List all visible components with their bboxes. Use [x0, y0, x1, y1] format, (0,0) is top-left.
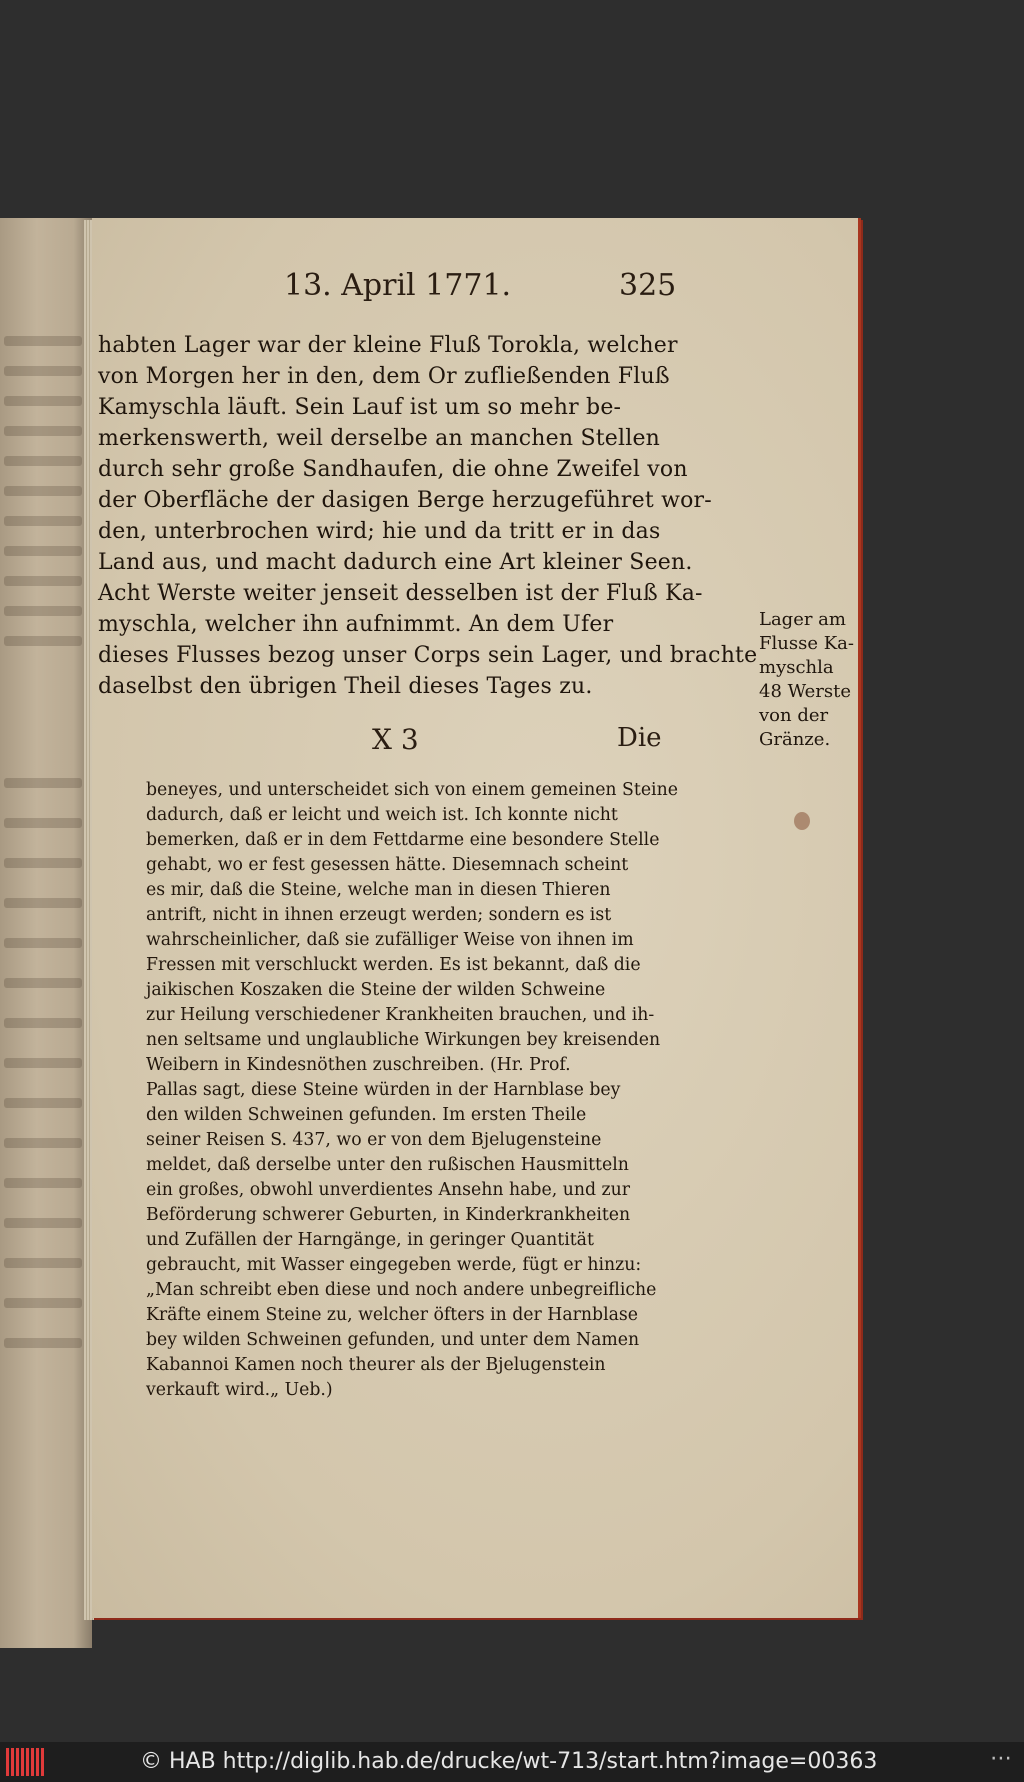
- footnote-line: „Man schreibt eben diese und noch andere unbegreifliche: [146, 1280, 657, 1300]
- ghost-text: [4, 606, 82, 616]
- ghost-text: [4, 456, 82, 466]
- footnote-line: ein großes, obwohl unverdientes Ansehn habe, und zur: [146, 1180, 631, 1200]
- ghost-text: [4, 366, 82, 376]
- text-line: Acht Werste weiter jenseit desselben ist der Fluß Ka-: [98, 581, 703, 606]
- ghost-text: [4, 1018, 82, 1028]
- footnote-line: dadurch, daß er leicht und weich ist. Ich konnte nicht: [146, 805, 618, 825]
- text-line: daselbst den übrigen Theil dieses Tages zu.: [98, 674, 593, 699]
- more-dots-icon[interactable]: ⋯: [990, 1746, 1012, 1771]
- catchword: Die: [617, 723, 662, 753]
- ghost-text: [4, 1178, 82, 1188]
- ghost-text: [4, 898, 82, 908]
- ghost-text: [4, 1258, 82, 1268]
- main-text-block: [98, 330, 758, 702]
- ghost-text: [4, 938, 82, 948]
- footnote-line: verkauft wird.„ Ueb.): [146, 1380, 333, 1400]
- footnote-line: meldet, daß derselbe unter den rußischen Hausmitteln: [146, 1155, 629, 1175]
- ghost-text: [4, 636, 82, 646]
- ghost-text: [4, 778, 82, 788]
- footnote-line: Pallas sagt, diese Steine würden in der Harnblase bey: [146, 1080, 621, 1100]
- running-head-date: 13. April 1771.: [284, 268, 512, 303]
- footnote-line: wahrscheinlicher, daß sie zufälliger Weise von ihnen im: [146, 930, 634, 950]
- book-page: [92, 218, 861, 1618]
- footnote-line: Weibern in Kindesnöthen zuschreiben. (Hr. Prof.: [146, 1055, 571, 1075]
- footnote-line: beneyes, und unterscheidet sich von einem gemeinen Steine: [146, 780, 678, 800]
- footnote-line: Kräfte einem Steine zu, welcher öfters in der Harnblase: [146, 1305, 639, 1325]
- ghost-text: [4, 1298, 82, 1308]
- text-line: durch sehr große Sandhaufen, die ohne Zweifel von: [98, 457, 688, 482]
- text-line: dieses Flusses bezog unser Corps sein Lager, und brachte: [98, 643, 758, 668]
- ghost-text: [4, 1098, 82, 1108]
- footnote-line: bemerken, daß er in dem Fettdarme eine besondere Stelle: [146, 830, 660, 850]
- footnote-line: Kabannoi Kamen noch theurer als der Bjelugenstein: [146, 1355, 606, 1375]
- footnote-line: zur Heilung verschiedener Krankheiten brauchen, und ih-: [146, 1005, 655, 1025]
- marginal-line: Lager am: [759, 609, 846, 630]
- text-line: Kamyschla läuft. Sein Lauf ist um so mehr be-: [98, 395, 622, 420]
- text-line: myschla, welcher ihn aufnimmt. An dem Ufer: [98, 612, 614, 637]
- footnote-line: bey wilden Schweinen gefunden, und unter dem Namen: [146, 1330, 640, 1350]
- ghost-text: [4, 978, 82, 988]
- hab-logo-icon: [6, 1748, 44, 1776]
- footer-bar: [0, 1742, 1024, 1782]
- ghost-text: [4, 576, 82, 586]
- footnote-line: und Zufällen der Harngänge, in geringer Quantität: [146, 1230, 594, 1250]
- ghost-text: [4, 486, 82, 496]
- marginal-line: myschla: [759, 657, 834, 678]
- page-number: 325: [619, 268, 677, 303]
- signature-mark: X 3: [372, 723, 419, 756]
- footnote-line: gehabt, wo er fest gesessen hätte. Diesemnach scheint: [146, 855, 629, 875]
- text-line: der Oberfläche der dasigen Berge herzugeführet wor-: [98, 488, 712, 513]
- text-line: von Morgen her in den, dem Or zufließenden Fluß: [98, 364, 670, 389]
- ghost-text: [4, 1138, 82, 1148]
- paper-stain: [794, 812, 810, 830]
- marginal-line: Gränze.: [759, 729, 831, 750]
- footnote-block: [146, 778, 678, 1403]
- footnote-line: nen seltsame und unglaubliche Wirkungen bey kreisenden: [146, 1030, 661, 1050]
- ghost-text: [4, 426, 82, 436]
- footnote-line: es mir, daß die Steine, welche man in diesen Thieren: [146, 880, 611, 900]
- marginal-line: von der: [759, 705, 829, 726]
- ghost-text: [4, 1218, 82, 1228]
- text-line: den, unterbrochen wird; hie und da tritt er in das: [98, 519, 661, 544]
- left-page-edge: [0, 218, 92, 1648]
- footnote-line: antrift, nicht in ihnen erzeugt werden; sondern es ist: [146, 905, 612, 925]
- ghost-text: [4, 1338, 82, 1348]
- ghost-text: [4, 396, 82, 406]
- ghost-text: [4, 858, 82, 868]
- marginal-line: 48 Werste: [759, 681, 852, 702]
- ghost-text: [4, 1058, 82, 1068]
- footnote-line: den wilden Schweinen gefunden. Im ersten Theile: [146, 1105, 587, 1125]
- text-line: merkenswerth, weil derselbe an manchen Stellen: [98, 426, 661, 451]
- footnote-line: Fressen mit verschluckt werden. Es ist bekannt, daß die: [146, 955, 641, 975]
- ghost-text: [4, 546, 82, 556]
- ghost-text: [4, 336, 82, 346]
- ghost-text: [4, 818, 82, 828]
- marginal-note: [759, 608, 859, 752]
- text-line: Land aus, und macht dadurch eine Art kleiner Seen.: [98, 550, 693, 575]
- marginal-line: Flusse Ka-: [759, 633, 854, 654]
- text-line: habten Lager war der kleine Fluß Torokla, welcher: [98, 333, 678, 358]
- footnote-line: gebraucht, mit Wasser eingegeben werde, fügt er hinzu:: [146, 1255, 642, 1275]
- footnote-line: Beförderung schwerer Geburten, in Kinderkrankheiten: [146, 1205, 631, 1225]
- ghost-text: [4, 516, 82, 526]
- footnote-line: seiner Reisen S. 437, wo er von dem Bjelugensteine: [146, 1130, 602, 1150]
- copyright-url[interactable]: © HAB http://diglib.hab.de/drucke/wt-713/start.htm?image=00363: [140, 1749, 878, 1774]
- footnote-line: jaikischen Koszaken die Steine der wilden Schweine: [146, 980, 606, 1000]
